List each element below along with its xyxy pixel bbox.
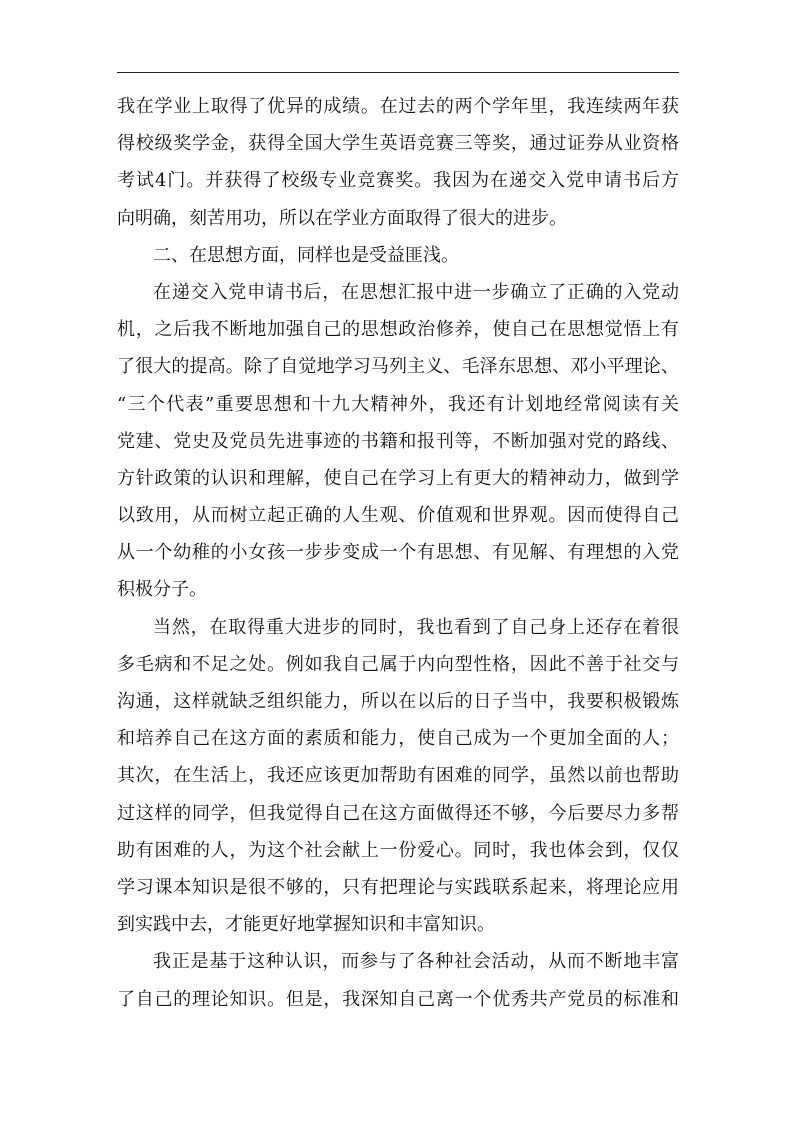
- text-line: 和培养自己在这方面的素质和能力，使自己成为一个更加全面的人；: [117, 728, 679, 750]
- text-line: 我正是基于这种认识，而参与了各种社会活动，从而不断地丰富: [153, 951, 679, 973]
- text-line: 我在学业上取得了优异的成绩。在过去的两个学年里，我连续两年获: [117, 96, 679, 117]
- text-line: “三个代表”重要思想和十九大精神外，我还有计划地经常阅读有关: [117, 393, 679, 415]
- text-line: 沟通，这样就缺乏组织能力，所以在以后的日子当中，我要积极锻炼: [117, 691, 679, 712]
- text-line: 助有困难的人，为这个社会献上一份爱心。同时，我也体会到，仅仅: [117, 839, 679, 861]
- text-line: 以致用，从而树立起正确的人生观、价值观和世界观。因而使得自己: [117, 505, 679, 527]
- text-line: 过这样的同学，但我觉得自己在这方面做得还不够，今后要尽力多帮: [117, 802, 679, 824]
- text-line: 了很大的提高。除了自觉地学习马列主义、毛泽东思想、邓小平理论、: [117, 356, 679, 378]
- text-line: 向明确，刻苦用功，所以在学业方面取得了很大的进步。: [117, 207, 567, 229]
- text-line: 多毛病和不足之处。例如我自己属于内向型性格，因此不善于社交与: [117, 653, 679, 675]
- text-line: 党建、党史及党员先进事迹的书籍和报刊等，不断加强对党的路线、: [117, 430, 679, 452]
- text-line: 方针政策的认识和理解，使自己在学习上有更大的精神动力，做到学: [117, 467, 679, 489]
- text-line: 考试4门。并获得了校级专业竞赛奖。我因为在递交入党申请书后方: [117, 170, 679, 192]
- text-line: 从一个幼稚的小女孩一步步变成一个有思想、有见解、有理想的入党: [117, 542, 679, 564]
- text-line: 积极分子。: [117, 579, 207, 601]
- text-line: 得校级奖学金，获得全国大学生英语竞赛三等奖，通过证券从业资格: [117, 133, 679, 155]
- body-text: [117, 88, 679, 1018]
- text-line: 机，之后我不断地加强自己的思想政治修养，使自己在思想觉悟上有: [117, 319, 679, 341]
- header-rule: [117, 72, 679, 73]
- text-line: 学习课本知识是很不够的，只有把理论与实践联系起来，将理论应用: [117, 876, 679, 898]
- text-line: 在递交入党申请书后，在思想汇报中进一步确立了正确的入党动: [153, 281, 679, 303]
- text-line: 其次，在生活上，我还应该更加帮助有困难的同学，虽然以前也帮助: [117, 765, 679, 787]
- text-line: 当然，在取得重大进步的同时，我也看到了自己身上还存在着很: [153, 616, 679, 638]
- text-line: 二、在思想方面，同样也是受益匪浅。: [153, 244, 459, 266]
- text-line: 到实践中去，才能更好地掌握知识和丰富知识。: [117, 914, 495, 936]
- text-line: 了自己的理论知识。但是，我深知自己离一个优秀共产党员的标准和: [117, 988, 679, 1010]
